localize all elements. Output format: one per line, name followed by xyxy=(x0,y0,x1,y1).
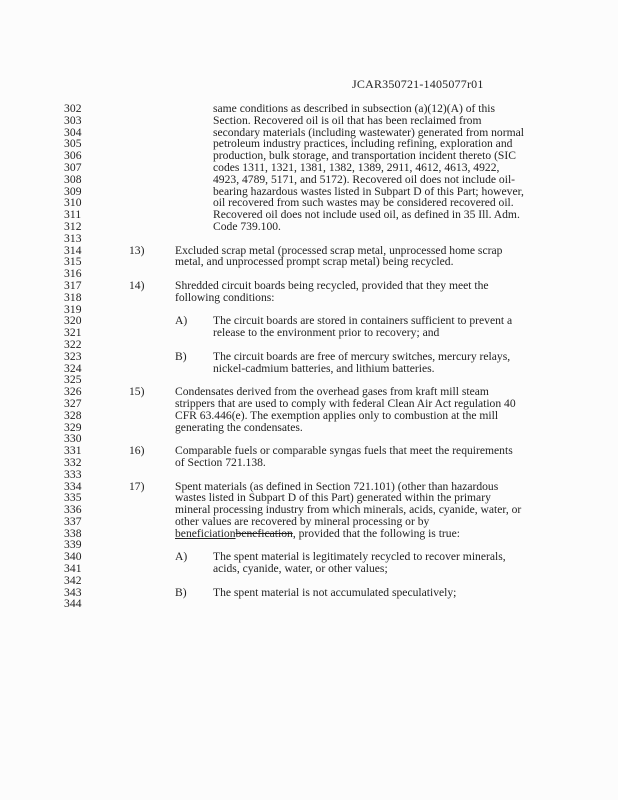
line-number: 314 xyxy=(64,243,82,257)
document-line xyxy=(0,233,618,245)
document-line xyxy=(0,410,618,422)
item-label: B) xyxy=(175,349,187,363)
line-text-rest: , provided that the following is true: xyxy=(292,526,460,540)
line-number: 332 xyxy=(64,455,82,469)
line-number: 317 xyxy=(64,278,82,292)
line-number: 341 xyxy=(64,562,82,576)
line-text: strippers that are used to comply with federal Clean Air Act regulation 40 xyxy=(175,396,516,410)
line-text: secondary materials (including wastewater) generated from normal xyxy=(213,125,524,139)
line-text: metal, and unprocessed prompt scrap metal) being recycled. xyxy=(175,255,454,269)
item-label: A) xyxy=(175,550,188,564)
line-number: 331 xyxy=(64,444,82,458)
line-number: 328 xyxy=(64,408,82,422)
document-line xyxy=(0,292,618,304)
line-number: 321 xyxy=(64,326,82,340)
line-number: 338 xyxy=(64,526,82,540)
line-number: 306 xyxy=(64,149,82,163)
line-number: 315 xyxy=(64,255,82,269)
document-line xyxy=(0,256,618,268)
line-text: petroleum industry practices, including refining, exploration and xyxy=(213,137,513,151)
line-text: Code 739.100. xyxy=(213,219,281,233)
inserted-text: beneficiation xyxy=(175,526,236,540)
document-line xyxy=(0,209,618,221)
line-text: other values are recovered by mineral processing or by xyxy=(175,514,430,528)
line-number: 333 xyxy=(64,467,82,481)
line-number: 313 xyxy=(64,231,82,245)
document-line xyxy=(0,115,618,127)
line-text: acids, cyanide, water, or other values; xyxy=(213,562,388,576)
numbered-lines xyxy=(0,103,618,610)
line-text: CFR 63.446(e). The exemption applies only to combustion at the mill xyxy=(175,408,499,422)
document-line xyxy=(0,351,618,363)
line-text: of Section 721.138. xyxy=(175,455,266,469)
document-line xyxy=(0,327,618,339)
line-text: release to the environment prior to recovery; and xyxy=(213,326,440,340)
item-label: 14) xyxy=(129,278,145,292)
line-number: 310 xyxy=(64,196,82,210)
line-number: 344 xyxy=(64,597,82,611)
line-text: Excluded scrap metal (processed scrap metal, unprocessed home scrap xyxy=(175,243,503,257)
document-line xyxy=(0,575,618,587)
item-label: 15) xyxy=(129,385,145,399)
item-label: A) xyxy=(175,314,188,328)
line-number: 324 xyxy=(64,361,82,375)
item-label: 13) xyxy=(129,243,145,257)
line-number: 312 xyxy=(64,219,82,233)
line-text: oil recovered from such wastes may be considered recovered oil. xyxy=(213,196,514,210)
line-text: codes 1311, 1321, 1381, 1382, 1389, 2911, 4612, 4613, 4922, xyxy=(213,160,500,174)
line-number: 329 xyxy=(64,420,82,434)
line-number: 307 xyxy=(64,160,82,174)
line-number: 308 xyxy=(64,172,82,186)
line-text: generating the condensates. xyxy=(175,420,303,434)
document-line xyxy=(0,457,618,469)
item-label: 16) xyxy=(129,444,145,458)
line-number: 323 xyxy=(64,349,82,363)
item-label: B) xyxy=(175,585,187,599)
line-number: 337 xyxy=(64,514,82,528)
document-line xyxy=(0,587,618,599)
line-text xyxy=(175,528,460,540)
line-number: 304 xyxy=(64,125,82,139)
document-line xyxy=(0,445,618,457)
line-number: 322 xyxy=(64,337,82,351)
line-number: 326 xyxy=(64,385,82,399)
line-text: bearing hazardous wastes listed in Subpart D of this Part; however, xyxy=(213,184,524,198)
line-number: 335 xyxy=(64,491,82,505)
line-text: 4923, 4789, 5171, and 5172). Recovered oil does not include oil- xyxy=(213,172,516,186)
document-line xyxy=(0,469,618,481)
line-number: 342 xyxy=(64,573,82,587)
line-number: 327 xyxy=(64,396,82,410)
document-line xyxy=(0,174,618,186)
document-line xyxy=(0,422,618,434)
document-line xyxy=(0,598,618,610)
document-line xyxy=(0,398,618,410)
line-number: 343 xyxy=(64,585,82,599)
line-number: 316 xyxy=(64,267,82,281)
line-number: 336 xyxy=(64,503,82,517)
line-text: Spent materials (as defined in Section 721.101) (other than hazardous xyxy=(175,479,499,493)
line-number: 305 xyxy=(64,137,82,151)
line-number: 320 xyxy=(64,314,82,328)
line-number: 309 xyxy=(64,184,82,198)
line-text: Condensates derived from the overhead gases from kraft mill steam xyxy=(175,385,489,399)
line-number: 330 xyxy=(64,432,82,446)
document-line xyxy=(0,280,618,292)
line-text: Comparable fuels or comparable syngas fuels that meet the requirements xyxy=(175,444,513,458)
line-number: 319 xyxy=(64,302,82,316)
line-number: 318 xyxy=(64,290,82,304)
document-line xyxy=(0,339,618,351)
document-line xyxy=(0,221,618,233)
line-text: production, bulk storage, and transportation incident thereto (SIC xyxy=(213,149,516,163)
line-text: nickel-cadmium batteries, and lithium batteries. xyxy=(213,361,435,375)
deleted-text: benefication xyxy=(235,526,293,540)
line-text: wastes listed in Subpart D of this Part) generated within the primary xyxy=(175,491,491,505)
line-text: The circuit boards are free of mercury switches, mercury relays, xyxy=(213,349,511,363)
document-line xyxy=(0,528,618,540)
line-text: The spent material is not accumulated speculatively; xyxy=(213,585,457,599)
line-number: 340 xyxy=(64,550,82,564)
line-number: 303 xyxy=(64,113,82,127)
line-text: Shredded circuit boards being recycled, provided that they meet the xyxy=(175,278,489,292)
line-text: following conditions: xyxy=(175,290,275,304)
document-line xyxy=(0,162,618,174)
line-text: same conditions as described in subsection (a)(12)(A) of this xyxy=(213,102,496,115)
line-text: mineral processing industry from which minerals, acids, cyanide, water, or xyxy=(175,503,522,517)
document-line xyxy=(0,363,618,375)
document-id: JCAR350721-1405077r01 xyxy=(352,77,484,91)
line-number: 311 xyxy=(64,208,82,222)
line-text: Recovered oil does not include used oil, as defined in 35 Ill. Adm. xyxy=(213,208,520,222)
line-number: 325 xyxy=(64,373,82,387)
document-line xyxy=(0,563,618,575)
line-text: The circuit boards are stored in containers sufficient to prevent a xyxy=(213,314,513,328)
line-text: The spent material is legitimately recycled to recover minerals, xyxy=(213,550,506,564)
line-number: 302 xyxy=(64,102,82,115)
line-number: 334 xyxy=(64,479,82,493)
line-text: Section. Recovered oil is oil that has been reclaimed from xyxy=(213,113,482,127)
line-number: 339 xyxy=(64,538,82,552)
item-label: 17) xyxy=(129,479,145,493)
